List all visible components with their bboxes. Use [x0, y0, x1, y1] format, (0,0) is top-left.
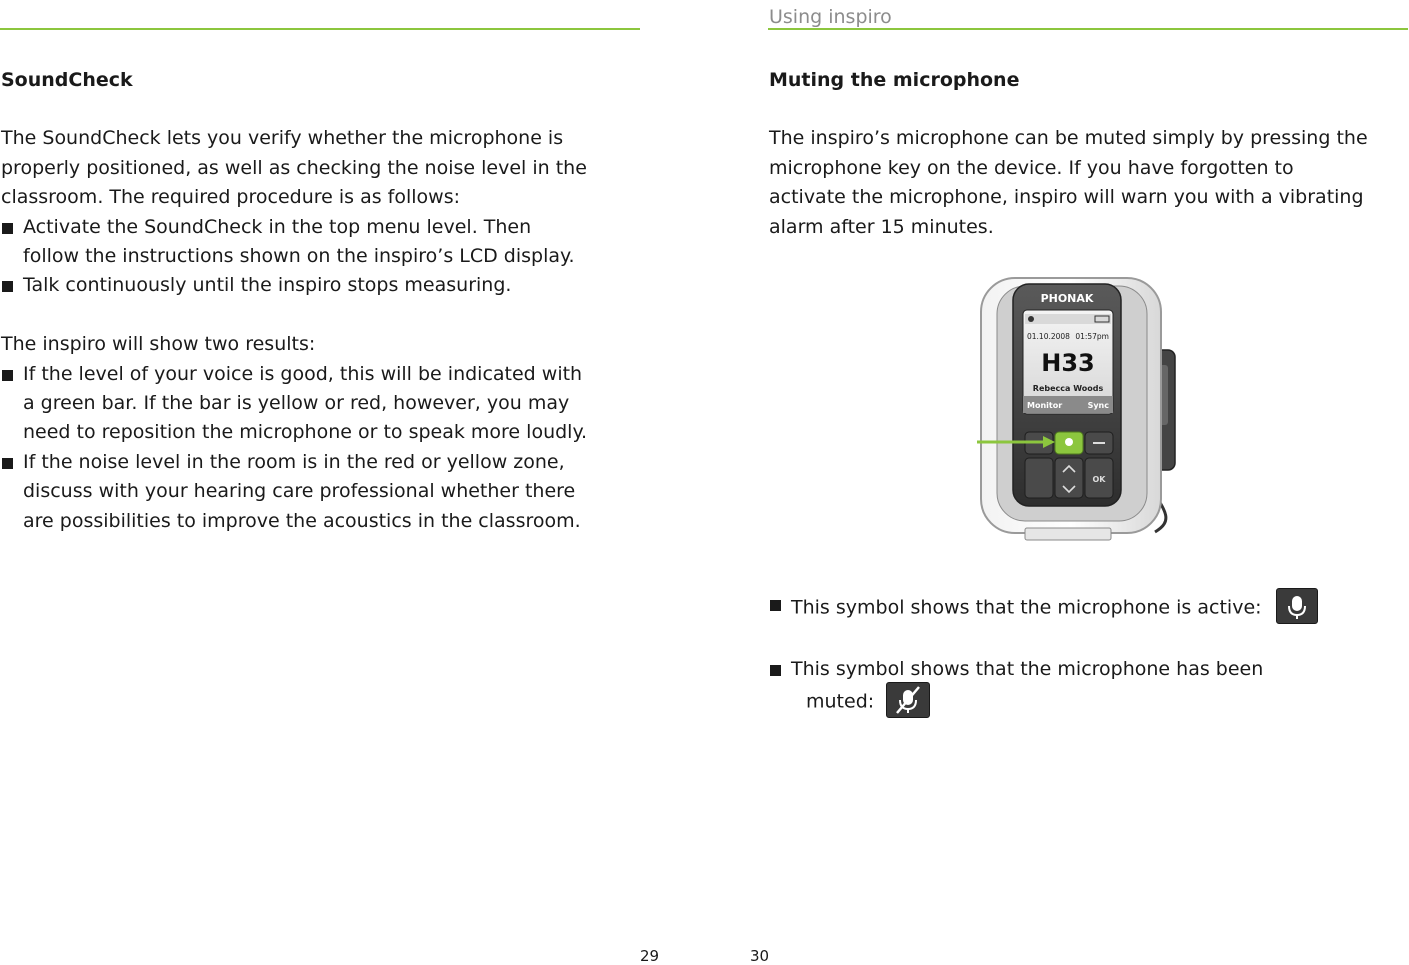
procedure-list: [1, 213, 631, 301]
svg-text:01.10.2008: 01.10.2008: [1027, 332, 1070, 341]
microphone-active-icon: [1276, 588, 1318, 624]
device-stand: [1025, 528, 1111, 540]
svg-text:Sync: Sync: [1087, 401, 1109, 410]
list-item: This symbol shows that the microphone has been muted:: [769, 655, 1399, 720]
muting-paragraph: The inspiro’s microphone can be muted simply by pressing the microphone key on the device. If you have forgotten to activate the microphone, inspiro will warn you with a vibrating alarm after 15 minutes.: [769, 127, 1368, 238]
symbol-list: [769, 590, 1399, 720]
intro-paragraph: The SoundCheck lets you verify whether the microphone is properly positioned, as well as checking the noise level in the classroom. The required procedure is as follows:: [1, 127, 587, 209]
svg-text:Rebecca Woods: Rebecca Woods: [1032, 384, 1104, 393]
list-item: Activate the SoundCheck in the top menu level. Then follow the instructions shown on the inspiro’s LCD display.: [1, 213, 631, 272]
svg-text:Monitor: Monitor: [1027, 401, 1063, 410]
results-intro: The inspiro will show two results:: [1, 333, 316, 356]
lcd-mic-icon: [1028, 316, 1034, 322]
soundcheck-heading: SoundCheck: [1, 69, 133, 91]
top-rule-right: [768, 28, 1408, 30]
microphone-muted-icon: [886, 682, 930, 718]
inspiro-device-illustration: [975, 270, 1205, 545]
list-item: If the level of your voice is good, this will be indicated with a green bar. If the bar is yellow or red, however, you may need to reposition the microphone or to speak more loudly.: [1, 360, 631, 448]
back-key: [1025, 458, 1053, 498]
page-number-left: 29: [640, 947, 660, 965]
channel-label: H33: [1041, 349, 1095, 377]
right-page-column: [769, 66, 1399, 242]
list-item: Talk continuously until the inspiro stops measuring.: [1, 271, 631, 300]
running-head: Using inspiro: [769, 6, 892, 28]
muting-heading: Muting the microphone: [769, 69, 1020, 91]
microphone-key-icon: [1065, 438, 1073, 446]
results-list: [1, 360, 631, 536]
list-item: This symbol shows that the microphone is active:: [769, 590, 1399, 626]
left-page-column: [1, 66, 631, 536]
svg-text:01:57pm: 01:57pm: [1075, 332, 1109, 341]
svg-text:OK: OK: [1092, 475, 1106, 484]
top-rule-left: [0, 28, 640, 30]
page-number-right: 30: [750, 947, 770, 965]
brand-logo: PHONAK: [1040, 292, 1094, 305]
list-item: If the noise level in the room is in the red or yellow zone, discuss with your hearing care professional whether there are possibilities to improve the acoustics in the classroom.: [1, 448, 631, 536]
